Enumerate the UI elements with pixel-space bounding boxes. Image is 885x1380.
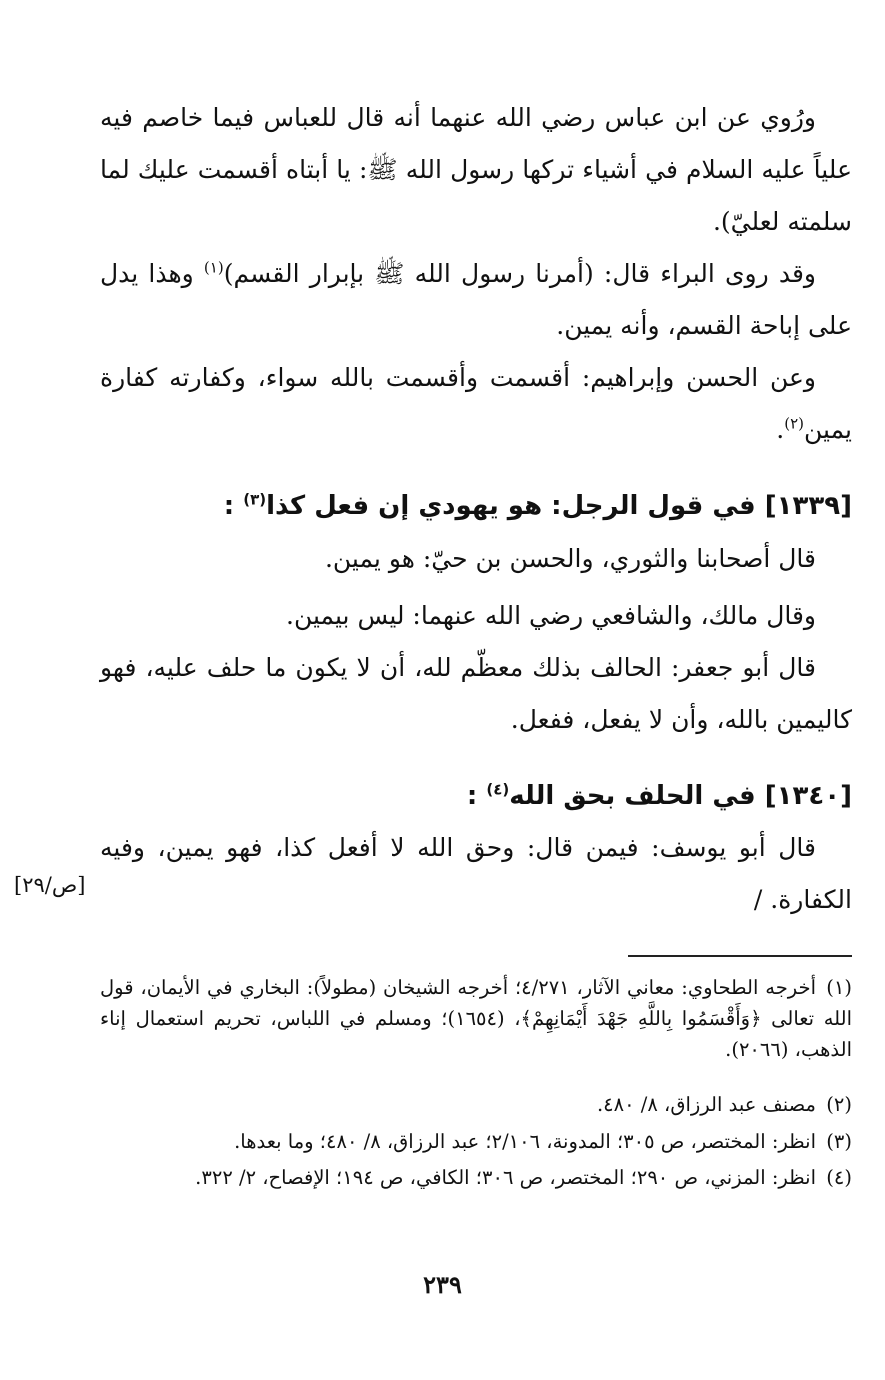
paragraph-ibn-abbas: ورُوي عن ابن عباس رضي الله عنهما أنه قال للعباس فيما خاصم فيه علياً عليه السلام في أشياء تركها رسول الله ﷺ: يا أبتاه أقسمت عليك لما سلمته لعليّ). <box>100 103 852 236</box>
footnote-number: (٤) <box>826 1166 852 1189</box>
footnote-3 <box>100 1126 852 1157</box>
footnote-4 <box>100 1162 852 1193</box>
section-heading-1340: [١٣٤٠] في الحلف بحق الله$^{(٤)}$ : <box>466 780 852 811</box>
footnote-number: (١) <box>826 976 852 999</box>
footnote-text: انظر: المزني، ص ٢٩٠؛ المختصر، ص ٣٠٦؛ الكافي، ص ١٩٤؛ الإفصاح، ٢/ ٣٢٢. <box>195 1166 816 1189</box>
footnote-number: (٣) <box>826 1130 852 1153</box>
paragraph-abu-jafar: قال أبو جعفر: الحالف بذلك معظّم لله، أن لا يكون ما حلف عليه، فهو كاليمين بالله، وأن لا يفعل، ففعل. <box>100 653 852 734</box>
page-number: ٢٣٩ <box>423 1270 462 1299</box>
manuscript-page-ref: [ص/٢٩] <box>14 873 86 897</box>
footnote-text: مصنف عبد الرزاق، ٨/ ٤٨٠. <box>596 1093 816 1116</box>
footnote-2 <box>100 1089 852 1120</box>
footnote-ref-1[interactable]: (١) <box>203 258 224 277</box>
footnote-ref-3[interactable]: (٣) <box>243 490 267 509</box>
footnote-ref-4[interactable]: (٤) <box>486 780 510 799</box>
paragraph-ashabuna: قال أصحابنا والثوري، والحسن بن حيّ: هو يمين. <box>324 544 816 573</box>
footnote-text: انظر: المختصر، ص ٣٠٥؛ المدونة، ٢/١٠٦؛ عبد الرزاق، ٨/ ٤٨٠؛ وما بعدها. <box>234 1130 816 1153</box>
paragraph-malik: وقال مالك، والشافعي رضي الله عنهما: ليس بيمين. <box>286 601 816 630</box>
footnote-text: أخرجه الطحاوي: معاني الآثار، ٤/٢٧١؛ أخرجه الشيخان (مطولاً): البخاري في الأيمان، قول الله تعالى ﴿وَأَقْسَمُوا بِاللَّهِ جَهْدَ أَيْمَانِهِمْ﴾، (١٦٥٤)؛ ومسلم في اللباس، تحريم استعمال إناء الذهب، (٢٠٦٦). <box>100 976 852 1061</box>
paragraph-hasan-ibrahim: وعن الحسن وإبراهيم: أقسمت وأقسمت بالله سواء، وكفارته كفارة يمين$^{(٢)}$. <box>100 363 852 444</box>
paragraph-baraa: وقد روى البراء قال: (أمرنا رسول الله ﷺ بإبرار القسم)$^{(١)}$ وهذا يدل على إباحة القسم، وأنه يمين. <box>100 258 852 340</box>
paragraph-abu-yusuf: قال أبو يوسف: فيمن قال: وحق الله لا أفعل كذا، فهو يمين، وفيه الكفارة. / <box>100 833 852 914</box>
section-heading-1339: [١٣٣٩] في قول الرجل: هو يهودي إن فعل كذا$^{(٣)}$ : <box>223 490 852 521</box>
footnote-1 <box>100 972 852 1065</box>
footnote-number: (٢) <box>826 1093 852 1116</box>
footnote-divider <box>628 955 852 957</box>
footnote-ref-2[interactable]: (٢) <box>784 414 804 433</box>
